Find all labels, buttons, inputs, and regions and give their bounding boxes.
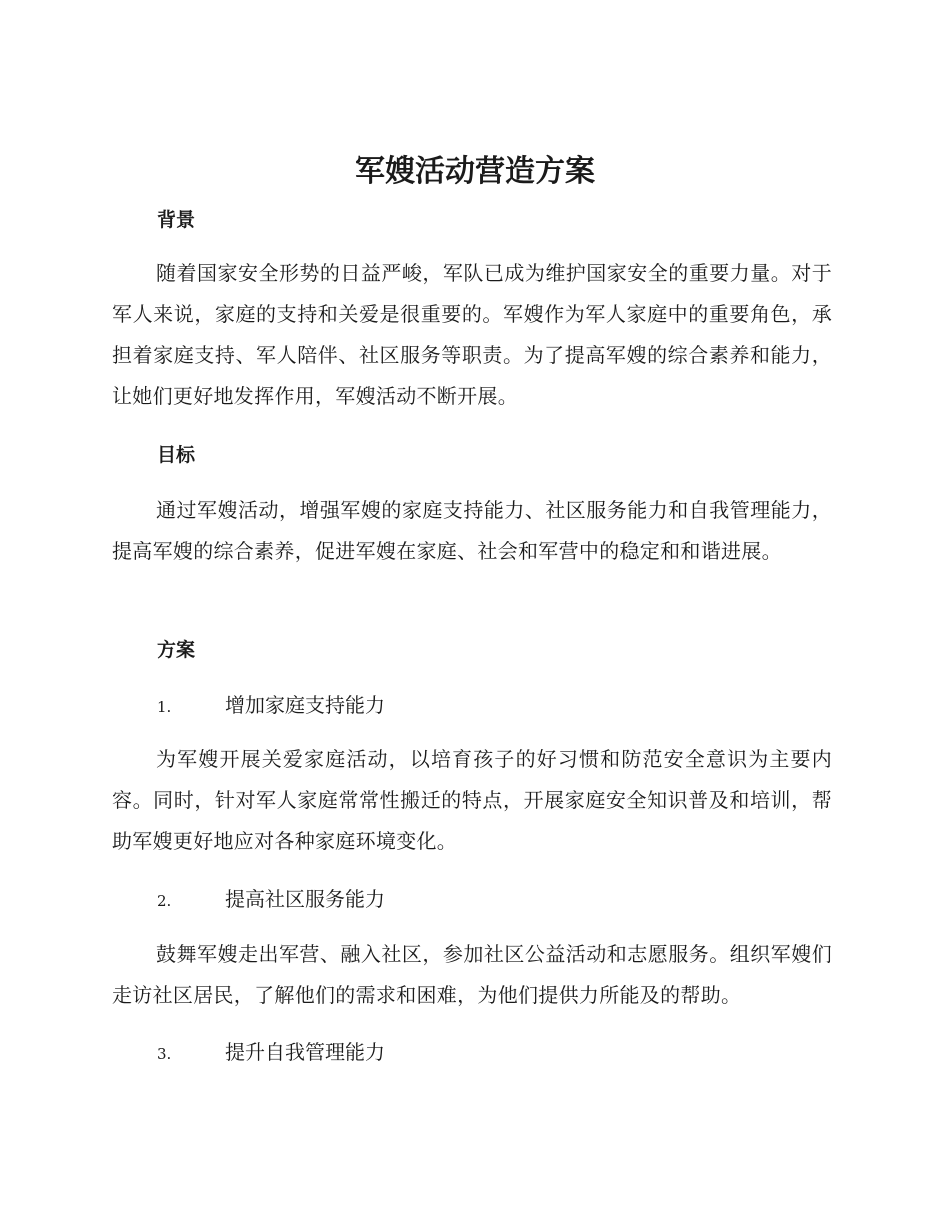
plan-item-title: 增加家庭支持能力 — [225, 693, 385, 717]
document-title: 军嫂活动营造方案 — [355, 154, 595, 189]
section-heading-goal: 目标 — [157, 444, 196, 466]
plan-item-title: 提升自我管理能力 — [225, 1040, 385, 1064]
plan-item-1-paragraph: 为军嫂开展关爱家庭活动，以培育孩子的好习惯和防范安全意识为主要内容。同时，针对军人家庭常常性搬迁的特点，开展家庭安全知识普及和培训，帮助军嫂更好地应对各种家庭环境变化。 — [112, 747, 832, 853]
background-paragraph: 随着国家安全形势的日益严峻，军队已成为维护国家安全的重要力量。对于军人来说，家庭的支持和关爱是很重要的。军嫂作为军人家庭中的重要角色，承担着家庭支持、军人陪伴、社区服务等职责。为了提高军嫂的综合素养和能力，让她们更好地发挥作用，军嫂活动不断开展。 — [112, 261, 832, 408]
plan-item-1 — [157, 690, 385, 722]
plan-item-2-paragraph: 鼓舞军嫂走出军营、融入社区，参加社区公益活动和志愿服务。组织军嫂们走访社区居民，了解他们的需求和困难，为他们提供力所能及的帮助。 — [112, 942, 832, 1007]
plan-item-3 — [157, 1037, 385, 1069]
plan-item-title: 提高社区服务能力 — [225, 887, 385, 911]
plan-item-number: 3. — [157, 1045, 172, 1063]
goal-paragraph: 通过军嫂活动，增强军嫂的家庭支持能力、社区服务能力和自我管理能力，提高军嫂的综合素养，促进军嫂在家庭、社会和军营中的稳定和和谐进展。 — [112, 498, 832, 563]
plan-item-number: 1. — [157, 698, 172, 716]
plan-item-2 — [157, 884, 385, 916]
section-heading-plan: 方案 — [157, 639, 196, 661]
section-heading-background: 背景 — [157, 209, 196, 231]
plan-item-number: 2. — [157, 892, 172, 910]
